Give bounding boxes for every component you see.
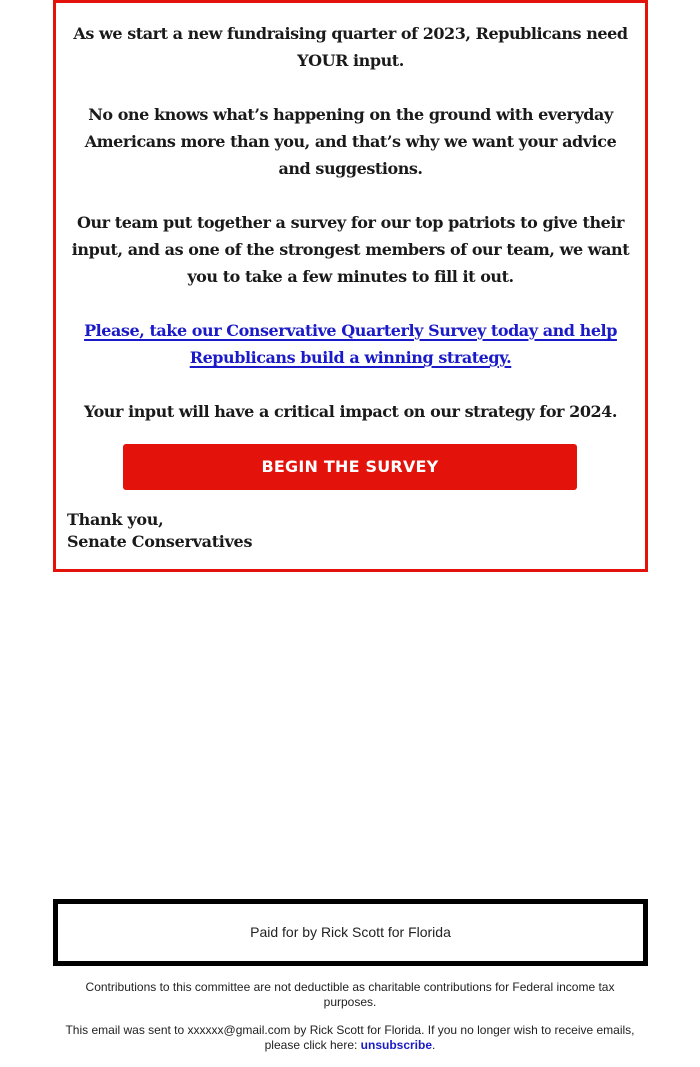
sent-to-notice (60, 1023, 640, 1053)
signoff-sender: Senate Conservatives (67, 532, 253, 551)
unsubscribe-link[interactable]: unsubscribe (360, 1038, 433, 1052)
email-content-box (53, 0, 648, 572)
advice-paragraph: No one knows what’s happening on the ground with everyday Americans more than you, and that’s why we want your advice and suggestions. (84, 105, 617, 178)
impact-paragraph: Your input will have a critical impact on our strategy for 2024. (84, 402, 617, 421)
signoff (67, 509, 252, 553)
survey-link[interactable]: Please, take our Conservative Quarterly Survey today and help Republicans build a winning strategy. (84, 321, 617, 367)
survey-link-paragraph (70, 317, 631, 371)
sent-to-text: This email was sent to xxxxxx@gmail.com by Rick Scott for Florida. If you no longer wish to receive emails, please click here: (65, 1023, 635, 1052)
intro-paragraph: As we start a new fundraising quarter of 2023, Republicans need YOUR input. (73, 24, 628, 70)
begin-survey-button[interactable]: BEGIN THE SURVEY (123, 444, 577, 490)
paid-for-box: Paid for by Rick Scott for Florida (53, 899, 648, 966)
sent-to-period: . (432, 1038, 436, 1052)
tax-disclaimer: Contributions to this committee are not deductible as charitable contributions for Federal income tax purposes. (85, 980, 615, 1009)
survey-request-paragraph: Our team put together a survey for our top patriots to give their input, and as one of the strongest members of our team, we want you to take a few minutes to fill it out. (71, 213, 630, 286)
signoff-thanks: Thank you, (67, 510, 164, 529)
